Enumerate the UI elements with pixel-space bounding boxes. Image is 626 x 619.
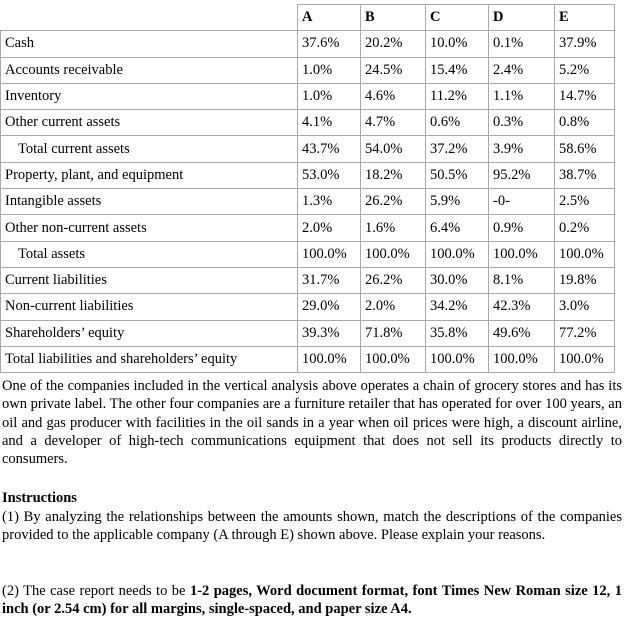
- cell-b: 4.7%: [361, 110, 426, 136]
- column-header-c: C: [426, 5, 489, 31]
- cell-c: 11.2%: [426, 83, 489, 109]
- cell-a: 43.7%: [298, 136, 361, 162]
- cell-a: 2.0%: [298, 215, 361, 241]
- cell-b: 71.8%: [361, 320, 426, 346]
- intro-paragraph: One of the companies included in the vertical analysis above operates a chain of grocery stores and has its own private label. The other four companies are a furniture retailer that has operated for over 100 years, an oil and gas producer with facilities in the oil sands in a year when oil prices were high, a discount airline, and a developer of high-tech communications equipment that does not sell its products directly to consumers.: [2, 378, 622, 468]
- table-row: [1, 110, 615, 136]
- row-label: Cash: [1, 31, 298, 57]
- cell-e: 2.5%: [555, 189, 615, 215]
- table-row: [1, 346, 615, 372]
- row-label: Accounts receivable: [1, 57, 298, 83]
- cell-b: 4.6%: [361, 83, 426, 109]
- cell-d: -0-: [489, 189, 555, 215]
- cell-b: 24.5%: [361, 57, 426, 83]
- row-label: Non-current liabilities: [1, 294, 298, 320]
- cell-c: 10.0%: [426, 31, 489, 57]
- cell-a: 100.0%: [298, 241, 361, 267]
- table-row: [1, 215, 615, 241]
- table-row: [1, 83, 615, 109]
- table-row: [1, 267, 615, 293]
- cell-d: 0.1%: [489, 31, 555, 57]
- cell-b: 20.2%: [361, 31, 426, 57]
- row-label: Current liabilities: [1, 267, 298, 293]
- cell-a: 37.6%: [298, 31, 361, 57]
- cell-c: 50.5%: [426, 162, 489, 188]
- table-row: [1, 294, 615, 320]
- cell-e: 3.0%: [555, 294, 615, 320]
- cell-c: 5.9%: [426, 189, 489, 215]
- cell-d: 0.3%: [489, 110, 555, 136]
- cell-a: 31.7%: [298, 267, 361, 293]
- cell-b: 1.6%: [361, 215, 426, 241]
- cell-e: 5.2%: [555, 57, 615, 83]
- cell-b: 18.2%: [361, 162, 426, 188]
- cell-c: 6.4%: [426, 215, 489, 241]
- cell-c: 100.0%: [426, 346, 489, 372]
- cell-d: 0.9%: [489, 215, 555, 241]
- cell-a: 39.3%: [298, 320, 361, 346]
- cell-b: 100.0%: [361, 346, 426, 372]
- table-row: [1, 31, 615, 57]
- cell-d: 100.0%: [489, 241, 555, 267]
- cell-b: 26.2%: [361, 267, 426, 293]
- cell-d: 2.4%: [489, 57, 555, 83]
- row-label: Total current assets: [1, 136, 298, 162]
- table-row: [1, 162, 615, 188]
- cell-a: 1.3%: [298, 189, 361, 215]
- cell-c: 0.6%: [426, 110, 489, 136]
- instruction-2: [2, 582, 622, 619]
- column-header-b: B: [361, 5, 426, 31]
- cell-a: 4.1%: [298, 110, 361, 136]
- cell-d: 95.2%: [489, 162, 555, 188]
- table-row: [1, 320, 615, 346]
- cell-c: 100.0%: [426, 241, 489, 267]
- row-label: Property, plant, and equipment: [1, 162, 298, 188]
- vertical-analysis-table: [0, 4, 615, 373]
- cell-b: 2.0%: [361, 294, 426, 320]
- cell-e: 14.7%: [555, 83, 615, 109]
- table-row: [1, 57, 615, 83]
- cell-a: 100.0%: [298, 346, 361, 372]
- column-header-e: E: [555, 5, 615, 31]
- table-header-row: [1, 5, 615, 31]
- cell-e: 100.0%: [555, 346, 615, 372]
- cell-a: 1.0%: [298, 57, 361, 83]
- row-label: Total assets: [1, 241, 298, 267]
- cell-d: 8.1%: [489, 267, 555, 293]
- column-header-a: A: [298, 5, 361, 31]
- cell-a: 53.0%: [298, 162, 361, 188]
- cell-a: 1.0%: [298, 83, 361, 109]
- row-label: Other non-current assets: [1, 215, 298, 241]
- cell-d: 100.0%: [489, 346, 555, 372]
- cell-b: 100.0%: [361, 241, 426, 267]
- cell-e: 77.2%: [555, 320, 615, 346]
- cell-c: 34.2%: [426, 294, 489, 320]
- row-label: Total liabilities and shareholders’ equity: [1, 346, 298, 372]
- cell-d: 1.1%: [489, 83, 555, 109]
- column-header-d: D: [489, 5, 555, 31]
- cell-e: 37.9%: [555, 31, 615, 57]
- header-corner-cell: [1, 5, 298, 31]
- row-label: Intangible assets: [1, 189, 298, 215]
- cell-c: 35.8%: [426, 320, 489, 346]
- cell-d: 3.9%: [489, 136, 555, 162]
- cell-e: 100.0%: [555, 241, 615, 267]
- row-label: Inventory: [1, 83, 298, 109]
- cell-e: 19.8%: [555, 267, 615, 293]
- cell-e: 38.7%: [555, 162, 615, 188]
- instruction-1: (1) By analyzing the relationships between the amounts shown, match the descriptions of the companies provided to the applicable company (A through E) shown above. Please explain your reasons.: [2, 509, 622, 544]
- cell-d: 42.3%: [489, 294, 555, 320]
- cell-e: 0.2%: [555, 215, 615, 241]
- cell-e: 0.8%: [555, 110, 615, 136]
- cell-e: 58.6%: [555, 136, 615, 162]
- cell-c: 30.0%: [426, 267, 489, 293]
- table-row: [1, 136, 615, 162]
- row-label: Shareholders’ equity: [1, 320, 298, 346]
- instruction-2-prefix: (2) The case report needs to be: [2, 583, 190, 599]
- table-row: [1, 189, 615, 215]
- cell-c: 15.4%: [426, 57, 489, 83]
- instructions-heading: Instructions: [2, 490, 77, 506]
- cell-d: 49.6%: [489, 320, 555, 346]
- table-row: [1, 241, 615, 267]
- cell-b: 26.2%: [361, 189, 426, 215]
- row-label: Other current assets: [1, 110, 298, 136]
- cell-c: 37.2%: [426, 136, 489, 162]
- cell-b: 54.0%: [361, 136, 426, 162]
- instruction-2-requirements: 1-2 pages, Word document format, font Times New Roman size 12, 1 inch (or 2.54 cm) for all margins, single-spaced, and paper size A4.: [2, 583, 622, 618]
- cell-a: 29.0%: [298, 294, 361, 320]
